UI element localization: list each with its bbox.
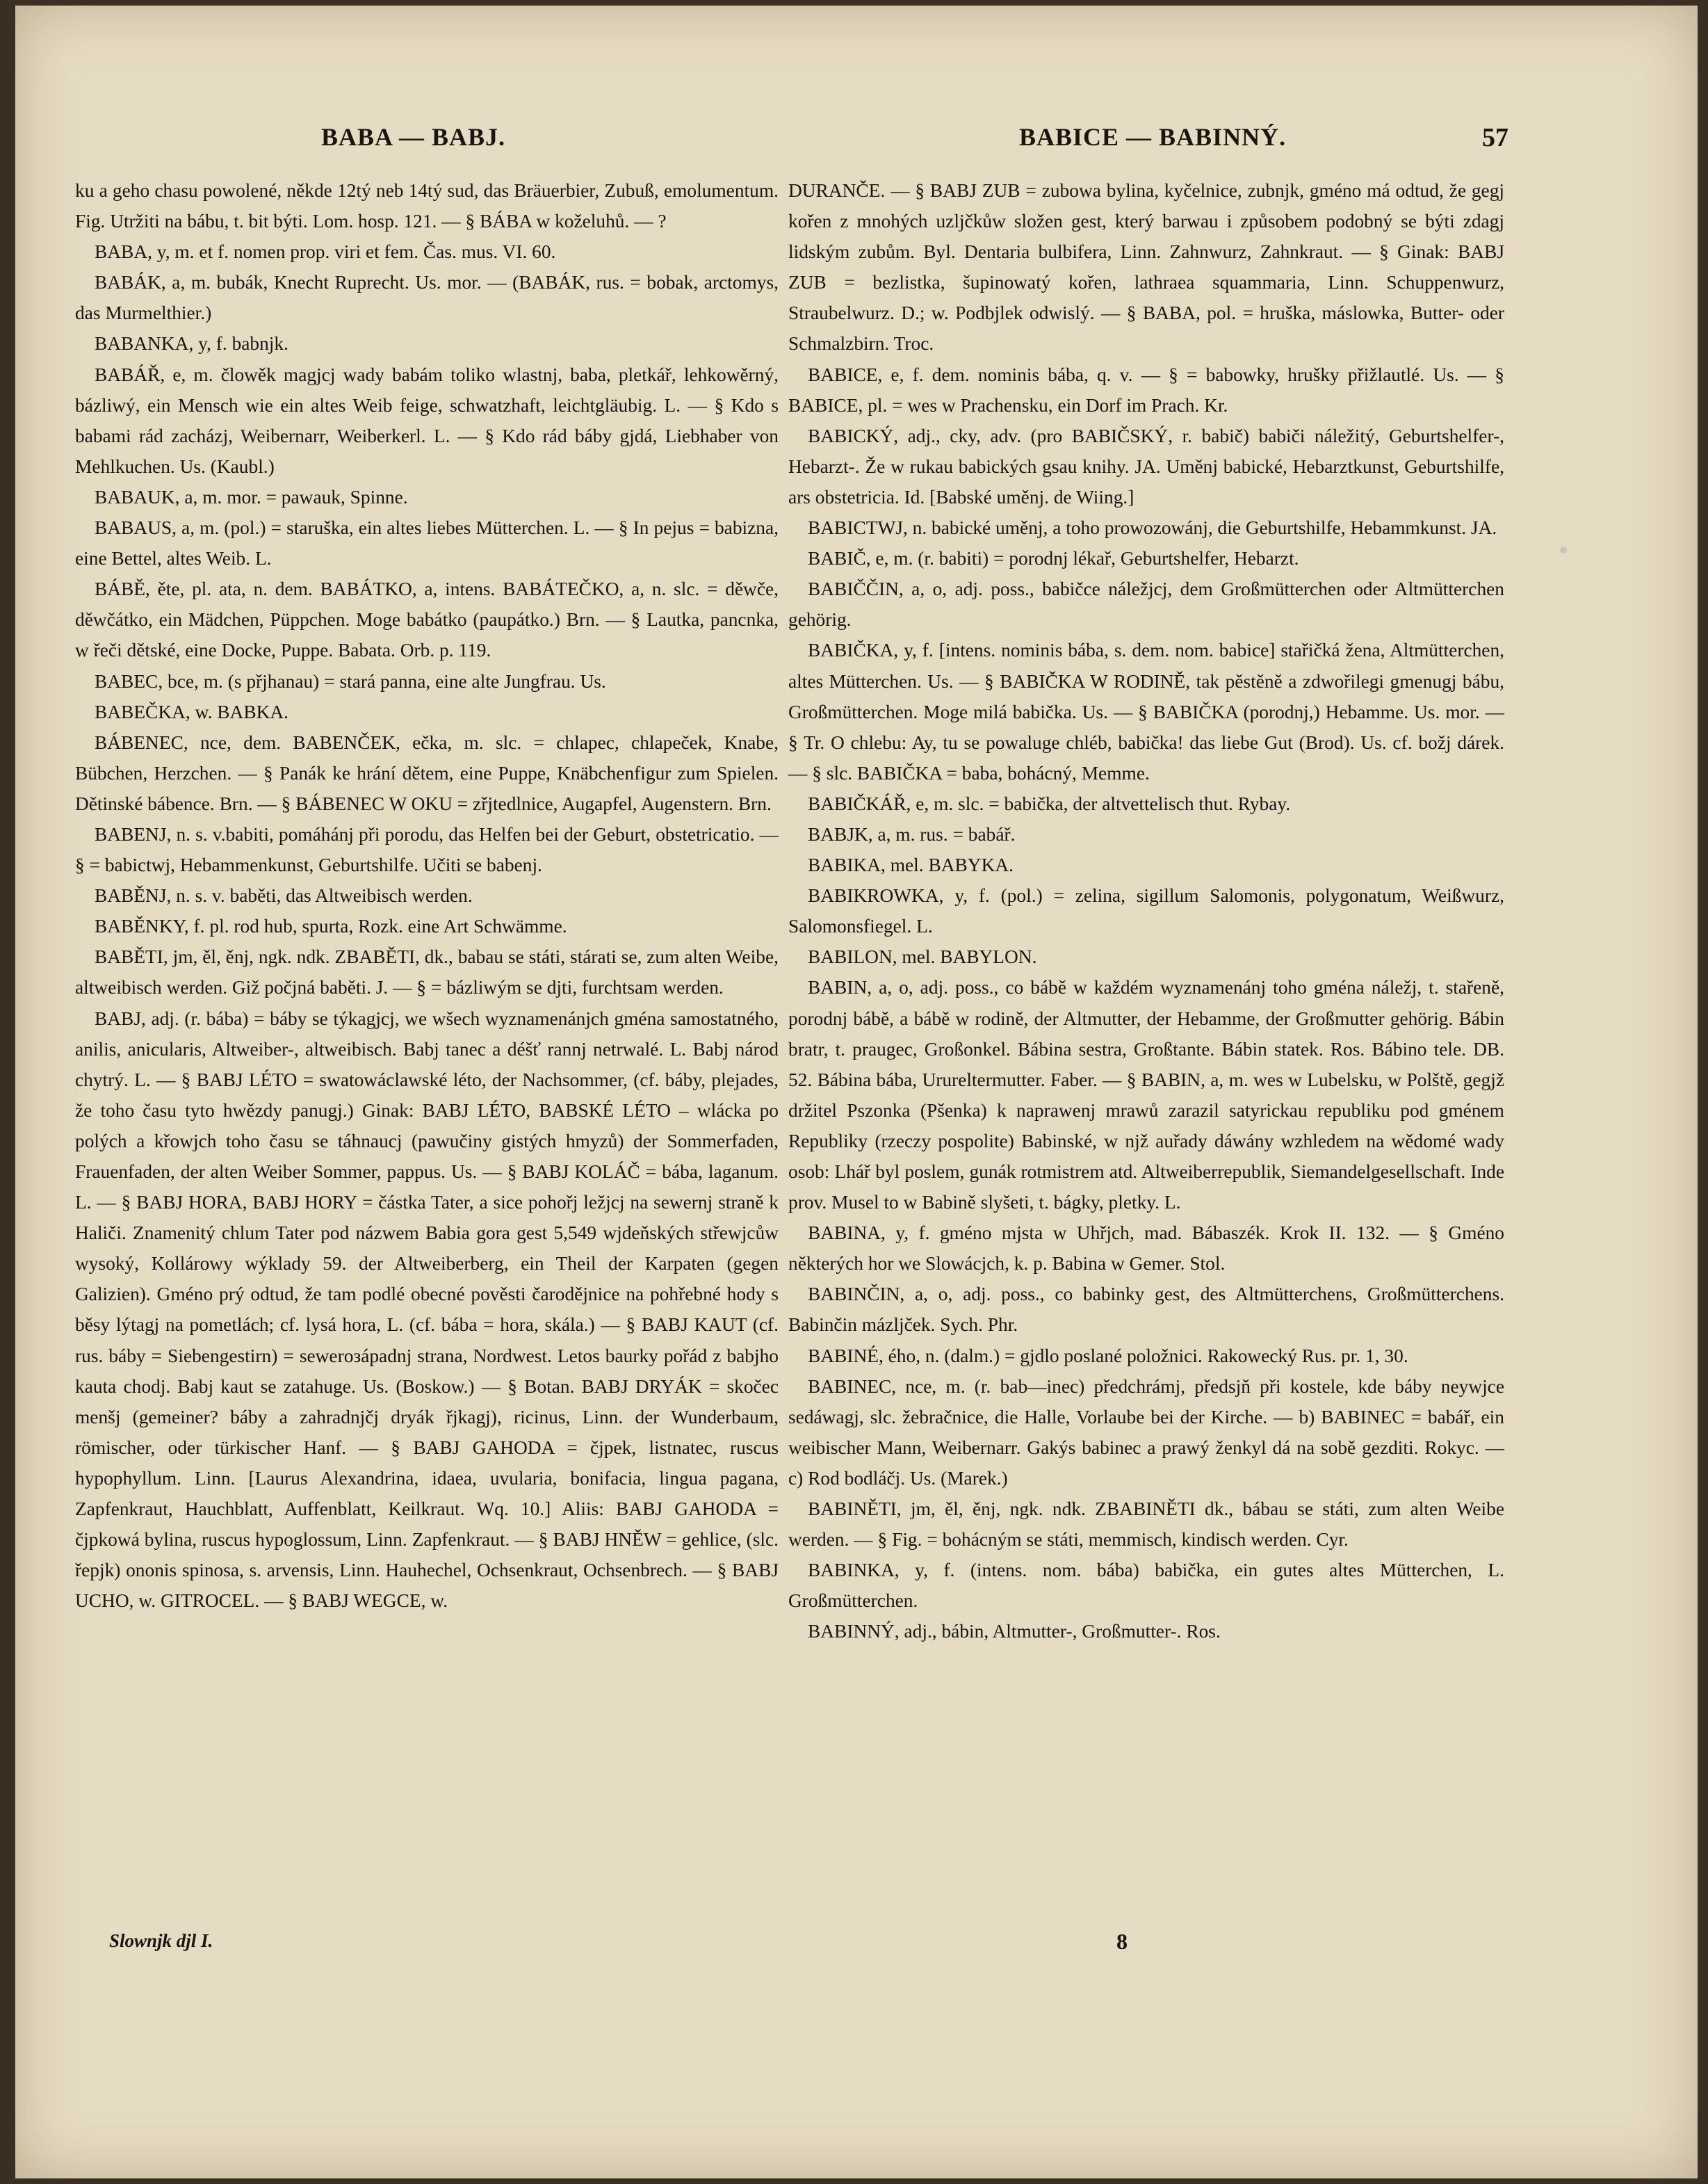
entry: BABĚNJ, n. s. v. baběti, das Altweibisch werden.	[95, 885, 473, 907]
page-number: 57	[1482, 123, 1508, 152]
entry: BABJ, adj. (r. bába) = báby se týkagjcj, we wšech wyznamenánjch gména samostatného, anilis, anicularis, Altweiber-, altweibisch. Babj tanec a déšť rannj netrwalé. L. Babj národ chytrý. L. — § BABJ LÉTO = swatowáclawské léto, der Nachsommer, (cf. báby, plejades, že toho času tyto hwězdy panugj.) Ginak: BABJ LÉTO, BABSKÉ LÉTO – wlácka po polých a křowjch toho času se táhnaucj (pawučiny gistých hmyzů) der Sommerfaden, Frauenfaden, der alten Weiber Sommer, pappus. Us. — § BABJ KOLÁČ = bába, laganum. L. — § BABJ HORA, BABJ HORY = částka Tater, a sice pohořj ležjcj na sewernj straně k Haliči. Znamenitý chlum Tater pod názwem Babia gora gest 5,549 wjdeňských střewjcůw wysoký, Kollárowy wýklady 59. der Altweiberberg, ein Theil der Karpaten (gegen Galizien). Gméno prý odtud, že tam podlé obecné pověsti čarodějnice na pohřebné hody s běsy lýtagj na pometlách; cf. lysá hora, L. (cf. bába = hora, skála.) — § BABJ KAUT (cf. rus. báby = Siebengestirn) = seweroзápadnj strana, Nordwest. Letos baurky pořád z babjho kauta chodj. Babj kaut se zatahuge. Us. (Boskow.) — § Botan. BABJ DRYÁK = skočec menšj (gemeiner? báby a zahradnjčj dryák řjkagj), ricinus, Linn. der Wunderbaum, römischer, oder türkischer Hanf. — § BABJ GAHODA = čjpek, listnatec, ruscus hypophyllum. Linn. [Laurus Alexandrina, idaea, uvularia, bonifacia, lingua pagana, Zapfenkraut, Hauchblatt, Auffenblatt, Keilkraut. Wq. 10.] Aliis: BABJ GAHODA = čjpkowá bylina, ruscus hypoglossum, Linn. Zapfenkraut. — § BABJ HNĚW = gehlice, (slc. řepjk) ononis spinosa, s. arvensis, Linn. Hauhechel, Ochsenkraut, Ochsenbrech. — § BABJ UCHO, w. GITROCEL. — § BABJ WEGCE, w.	[75, 1008, 779, 1612]
entry: BABIČČIN, a, o, adj. poss., babičce náležjcj, dem Großmütterchen oder Altmütterchen gehörig.	[788, 579, 1504, 631]
entry: BABINEC, nce, m. (r. bab—inec) předchrámj, předsjň při kostele, kde báby neywjce sedáwagj, slc. žebračnice, die Halle, Vorlaube bei der Kirche. — b) BABINEC = babář, ein weibischer Mann, Weibernarr. Gakýs babinec a prawý ženkyl dá na sobě gezditi. Rokyc. — c) Rod bodláčj. Us. (Marek.)	[788, 1375, 1504, 1489]
entry: BABENJ, n. s. v.babiti, pomáhánj při porodu, das Helfen bei der Geburt, obstetricatio. — § = babictwj, Hebammenkunst, Geburtshilfe. Učiti se babenj.	[75, 823, 779, 876]
entry: BABÁŘ, e, m. člowěk magjcj wady babám toliko wlastnj, baba, pletkář, lehkowěrný, bázliwý, ein Mensch wie ein altes Weib feige, schwatzhaft, leichtgläubig. L. — § Kdo s babami rád zacházj, Weibernarr, Weiberkerl. L. — § Kdo rád báby gjdá, Liebhaber von Mehlkuchen. Us. (Kaubl.)	[75, 364, 779, 477]
entry: BABICKÝ, adj., cky, adv. (pro BABIČSKÝ, r. babič) babiči náležitý, Geburtshelfer-, Hebarzt-. Že w rukau babických gsau knihy. JA. Uměnj babické, Hebarztkunst, Geburtshilfe, ars obstetricia. Id. [Babské uměnj. de Wiing.]	[788, 425, 1504, 508]
entry: BABINNÝ, adj., bábin, Altmutter-, Großmutter-. Ros.	[808, 1621, 1221, 1642]
entry: ku a geho chasu powolené, někde 12tý neb 14tý sud, das Bräuerbier, Zubuß, emolumentum. Fig. Utržiti na bábu, t. bit býti. Lom. hosp. 121. — § BÁBA w koželuhů. — ?	[75, 180, 779, 232]
entry: DURANČE. — § BABJ ZUB = zubowa bylina, kyčelnice, zubnjk, gméno má odtud, že gegj kořen z mnohých uzljčkůw složen gest, který barwau i způsobem podobný se býti zdagj lidským zubům. Byl. Dentaria bulbifera, Linn. Zahnwurz, Zahnkraut. — § Ginak: BABJ ZUB = bezlistka, šupinowatý kořen, lathraea squammaria, Linn. Schuppenwurz, Straubelwurz. D.; w. Podbjlek odwislý. — § BABA, pol. = hruška, máslowka, Butter- oder Schmalzbirn. Troc.	[788, 180, 1504, 355]
entry: BABĚTI, jm, ěl, ěnj, ngk. ndk. ZBABĚTI, dk., babau se státi, stárati se, zum alten Weibe, altweibisch werden. Giž počjná baběti. J. — § = bázliwým se djti, furchtsam werden.	[75, 946, 779, 998]
signature-mark: 8	[1116, 1929, 1128, 1954]
entry: BABINA, y, f. gméno mjsta w Uhřjch, mad. Bábaszék. Krok II. 132. — § Gméno některých hor we Slowácjch, k. p. Babina w Gemer. Stol.	[788, 1222, 1504, 1275]
entry: BABIN, a, o, adj. poss., co bábě w každém wyznamenánj toho gména náležj, t. stařeně, porodnj bábě, a bábě w rodině, der Altmutter, der Hebamme, der Großmutter gehörig. Bábin bratr, t. praugec, Großonkel. Bábina sestra, Großtante. Bábin statek. Ros. Bábino tele. DB. 52. Bábina bába, Urureltermutter. Faber. — § BABIN, a, m. wes w Lubelsku, w Polště, gegjž držitel Pszonka (Pšenka) k naprawenj mrawů zarazil satyrickau republiku pod gménem Republiky (rzeczy pospolite) Babinské, w njž auřady dáwány wzhledem na wědomé wady osob: Lhář byl poslem, gunák rotmistrem atd. Altweiberrepublik, Siemandelgesellschaft. Inde prov. Musel to w Babině slyšeti, t. bágky, pletky. L.	[788, 977, 1504, 1213]
entry: BABINKA, y, f. (intens. nom. bába) babička, ein gutes altes Mütterchen, L. Großmütterchen.	[788, 1560, 1504, 1612]
entry: BABĚNKY, f. pl. rod hub, spurta, Rozk. eine Art Schwämme.	[95, 916, 567, 937]
running-head-left: BABA — BABJ.	[321, 123, 506, 151]
entry: BABICE, e, f. dem. nominis bába, q. v. — § = babowky, hrušky přižlautlé. Us. — § BABICE, pl. = wes w Prachensku, ein Dorf im Prach. Kr.	[788, 364, 1504, 416]
right-column	[788, 175, 1504, 1647]
entry: BABEC, bce, m. (s přjhanau) = stará panna, eine alte Jungfrau. Us.	[95, 670, 606, 692]
stain-mark	[1560, 547, 1567, 553]
entry: BABÁK, a, m. bubák, Knecht Ruprecht. Us. mor. — (BABÁK, rus. = bobak, arctomys, das Murmelthier.)	[75, 272, 779, 324]
entry: BABIČKÁŘ, e, m. slc. = babička, der altvettelisch thut. Rybay.	[808, 793, 1291, 814]
entry: BABIKROWKA, y, f. (pol.) = zelina, sigillum Salomonis, polygonatum, Weißwurz, Salomonsfiegel. L.	[788, 885, 1504, 937]
running-head-right: BABICE — BABINNÝ.	[1019, 123, 1287, 151]
entry: BABINÉ, ého, n. (dalm.) = gjdlo poslané položnici. Rakowecký Rus. pr. 1, 30.	[808, 1345, 1408, 1366]
entry: BABA, y, m. et f. nomen prop. viri et fem. Čas. mus. VI. 60.	[95, 241, 556, 263]
entry: BABANKA, y, f. babnjk.	[95, 333, 288, 355]
entry: BABAUK, a, m. mor. = pawauk, Spinne.	[95, 486, 408, 508]
entry: BABINČIN, a, o, adj. poss., co babinky gest, des Altmütterchens, Großmütterchens. Babinčin mázljček. Sych. Phr.	[788, 1284, 1504, 1336]
entry: BABINĚTI, jm, ěl, ěnj, ngk. ndk. ZBABINĚTI dk., bábau se státi, zum alten Weibe werden. — § Fig. = bohácným se státi, memmisch, kindisch werden. Cyr.	[788, 1498, 1504, 1551]
volume-footer: Slownjk djl I.	[109, 1930, 213, 1951]
entry: BÁBENEC, nce, dem. BABENČEK, ečka, m. slc. = chlapec, chlapeček, Knabe, Bübchen, Herzchen. — § Panák ke hrání dětem, eine Puppe, Knäbchenfigur zum Spielen. Dětinské bábence. Brn. — § BÁBENEC W OKU = zřjtedlnice, Augapfel, Augenstern. Brn.	[75, 731, 779, 814]
entry: BABIČKA, y, f. [intens. nominis bába, s. dem. nom. babice] stařičká žena, Altmütterchen, altes Mütterchen. Us. — § BABIČKA W RODINĚ, tak pěstěně a zdwořilegi gmenugj bábu, Großmütterchen. Moge milá babička. Us. — § BABIČKA (porodnj,) Hebamme. Us. mor. — § Tr. O chlebu: Ay, tu se powaluge chléb, babička! das liebe Gut (Brod). Us. cf. božj dárek. — § slc. BABIČKA = baba, bohácný, Memme.	[788, 640, 1504, 784]
entry: BÁBĚ, ěte, pl. ata, n. dem. BABÁTKO, a, intens. BABÁTEČKO, a, n. slc. = děwče, děwčátko, ein Mädchen, Püppchen. Moge babátko (paupátko.) Brn. — § Lautka, pancnka, w řeči dětské, eine Docke, Puppe. Babata. Orb. p. 119.	[75, 579, 779, 661]
entry: BABJK, a, m. rus. = babář.	[808, 823, 1016, 845]
entry: BABIKA, mel. BABYKA.	[808, 855, 1014, 876]
entry: BABAUS, a, m. (pol.) = staruška, ein altes liebes Mütterchen. L. — § In pejus = babizna, eine Bettel, altes Weib. L.	[75, 517, 779, 569]
entry: BABICTWJ, n. babické uměnj, a toho prowozowánj, die Geburtshilfe, Hebammkunst. JA.	[808, 517, 1497, 539]
dictionary-page	[15, 6, 1698, 2178]
entry: BABILON, mel. BABYLON.	[808, 946, 1037, 968]
left-column	[75, 175, 779, 1616]
entry: BABEČKA, w. BABKA.	[95, 701, 289, 722]
entry: BABIČ, e, m. (r. babiti) = porodnj lékař, Geburtshelfer, Hebarzt.	[808, 548, 1299, 569]
